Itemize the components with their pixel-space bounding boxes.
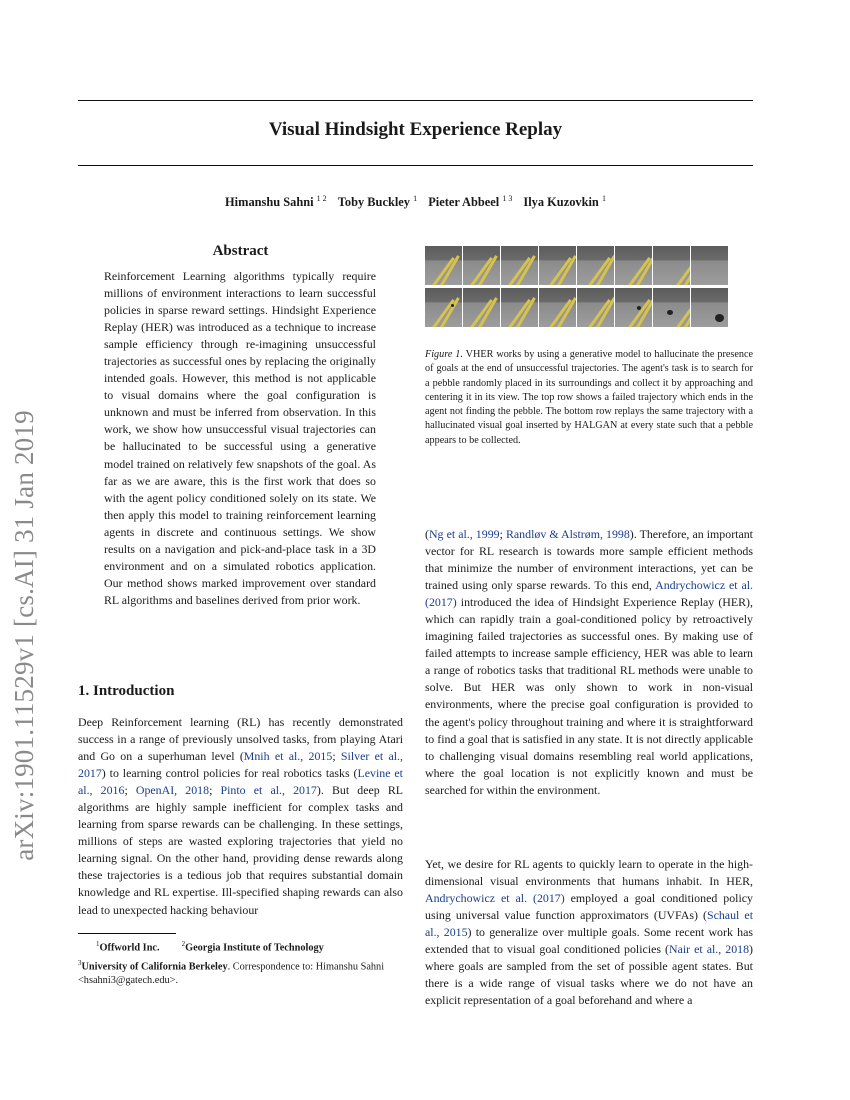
author: Himanshu Sahni $^{1 2}$ [225,194,327,210]
title-rule-top [78,100,753,101]
author: Toby Buckley $^1$ [337,194,418,210]
paper-title: Visual Hindsight Experience Replay [268,119,563,140]
trajectory-frame [653,246,690,285]
abstract-heading: Abstract [212,243,269,259]
body-paragraph: (Ng et al., 1999; Randløv & Alstrøm, 1998). Therefore, an important vector for RL research is towards more sample efficient methods that minimize the number of environment interactions, yet can be trained using only sparse rewards. To this end, Andrychowicz et al. (2017) introduced the idea of Hindsight Experience Replay (HER), which can rapidly train a goal-conditioned policy by retroactively imagining failed trajectories as successful ones. By making use of failed attempts to increase sample efficiency, HER was able to learn a range of robotics tasks that traditional RL methods were unable to solve. But HER was only shown to work in non-visual environments, where the precise goal configuration is provided to the agent's policy throughout training and where it is straightforward to find a goal that is satisfied in any state. It is not directly applicable to challenging visual domains resembling real world applications, where the goal location is not explicitly known and must be searched for within the environment. [425,527,753,797]
citation-link[interactable]: Ng et al., 1999 [428,527,500,541]
trajectory-frame [691,246,728,285]
trajectory-frame [577,288,614,327]
trajectory-frame [425,246,462,285]
trajectory-frame [539,246,576,285]
arxiv-stamp: arXiv:1901.11529v1 [cs.AI] 31 Jan 2019 [8,409,39,861]
footnote-rule [78,933,176,934]
intro-paragraph: Deep Reinforcement learning (RL) has recently demonstrated success in a range of previously unsolved tasks, from playing Atari and Go on a superhuman level (Mnih et al., 2015; Silver et al., 2017) to learning control policies for real robotics tasks (Levine et al., 2016; OpenAI, 2018; Pinto et al., 2017). But deep RL algorithms are highly sample inefficient for complex tasks and learning from sparse rewards can be challenging. In these settings, millions of steps are wasted exploring trajectories that yield no learning signal. On the other hand, providing dense rewards along these trajectories is a tedious job that requires substantial domain knowledge and RL expertise. Ill-specified shaping rewards can also lead to unexpected hacking behaviour [78,715,404,917]
author: Pieter Abbeel $^{1 3}$ [428,194,513,210]
trajectory-frame [539,288,576,327]
author-list [78,194,753,210]
trajectory-frame [501,288,538,327]
citation-link[interactable]: Levine et al., 2016 [78,766,403,798]
trajectory-frame [691,288,728,327]
abstract-body: Reinforcement Learning algorithms typically require millions of environment interactions to learn successful policies in sparse reward settings. Hindsight Experience Replay (HER) was introduced as a technique to increase sample efficiency through re-imagining unsuccessful trajectories as successful ones by replacing the originally intended goals. However, this method is not applicable to visual domains where the goal configuration is unknown and must be inferred from observation. In this work, we show how unsuccessful visual trajectories can be hallucinated to be successful using a generative model trained on relatively few snapshots of the goal. As far as we are aware, this is the first work that does so with the agent policy conditioned solely on its state. We then apply this model to training reinforcement learning agents in discrete and continuous settings. We show results on a navigation and pick-and-place task in a 3D environment and on a simulated robotics application. Our method shows marked improvement over standard RL algorithms and baselines derived from prior work. [104,269,376,607]
hallucinated-trajectory-row [425,288,753,327]
trajectory-frame [653,288,690,327]
citation-link[interactable]: Silver et al., 2017 [78,749,403,781]
citation-link[interactable]: Andrychowicz et al. (2017) [425,578,753,610]
affiliation-footnote: $^1$Offworld Inc. $^2$Georgia Institute of Technology $^3$University of California Berkeley. Correspondence to: Himanshu Sahni <hsahni3@gatech.edu>. [78,940,385,987]
failed-trajectory-row [425,246,753,285]
citation-link[interactable]: Schaul et al., 2015 [425,908,754,940]
trajectory-frame [463,288,500,327]
author: Ilya Kuzovkin $^1$ [523,194,606,210]
trajectory-frame [577,246,614,285]
trajectory-frame [463,246,500,285]
citation-link[interactable]: Andrychowicz et al. (2017) [425,891,565,906]
citation-link[interactable]: Pinto et al., 2017 [220,783,317,798]
trajectory-frame [501,246,538,285]
title-rule-bottom [78,165,753,166]
intro-heading: 1. Introduction [78,683,175,699]
trajectory-frame [425,288,462,327]
trajectory-frame [615,246,652,285]
citation-link[interactable]: OpenAI, 2018 [135,783,210,798]
figure-1 [425,246,753,448]
citation-link[interactable]: Nair et al., 2018 [669,942,750,957]
trajectory-frame [615,288,652,327]
figure-caption: Figure 1. VHER works by using a generative model to hallucinate the presence of goals at the end of unsuccessful trajectories. The agent's task is to search for a pebble randomly placed in its surroundings and collect it by approaching and centering it in its view. The top row shows a failed trajectory which ends in the agent not finding the pebble. The bottom row replays the same trajectory with a hallucinated visual goal inserted by HALGAN at every state such that a pebble appears to be collected. [425,349,753,446]
citation-link[interactable]: Randløv & Alstrøm, 1998 [505,527,630,541]
body-paragraph: Yet, we desire for RL agents to quickly learn to operate in the high-dimensional visual environments that humans inhabit. In HER, Andrychowicz et al. (2017) employed a goal conditioned policy using universal value function approximators (UVFAs) (Schaul et al., 2015) to generalize over multiple goals. Some recent work has extended that to visual goal conditioned policies (Nair et al., 2018) where goals are sampled from the set of possible agent states. But there is a wide range of visual tasks where we do not have an explicit representation of a goal beforehand and where a [425,857,754,1008]
citation-link[interactable]: Mnih et al., 2015 [243,749,333,764]
